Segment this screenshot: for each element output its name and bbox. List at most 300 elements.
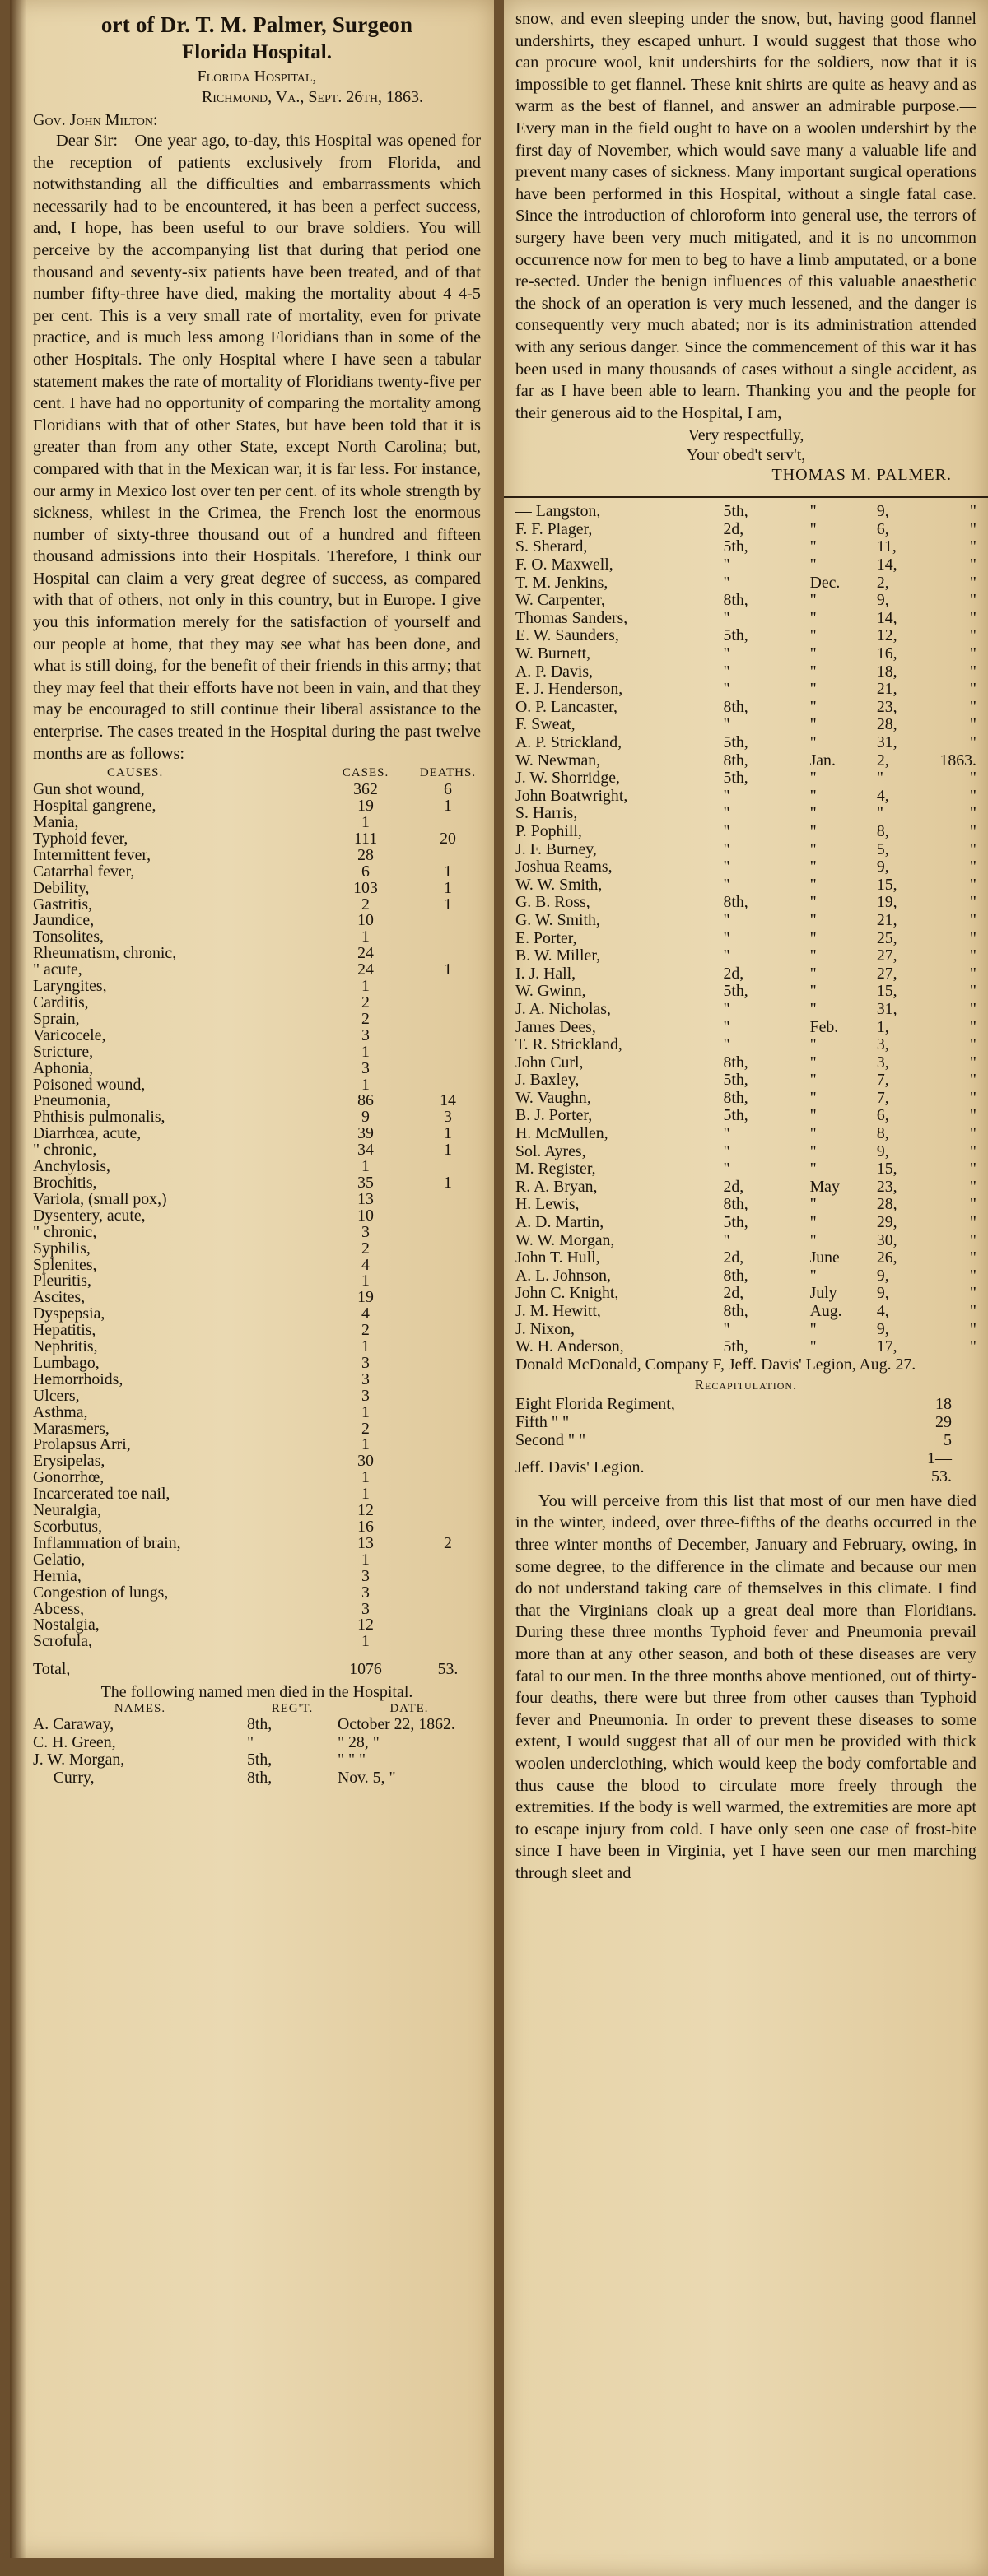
- year-cell: ": [969, 1160, 976, 1179]
- deaths-header: DEATHS.: [419, 766, 477, 780]
- name-cell: R. A. Bryan,: [515, 1177, 598, 1196]
- list-item: [33, 1734, 481, 1752]
- name-cell: John T. Hull,: [515, 1248, 600, 1267]
- name-cell: W. Newman,: [515, 751, 601, 770]
- deaths-cell: [415, 946, 481, 962]
- table-row: [33, 1273, 481, 1290]
- table-row: [33, 1077, 481, 1094]
- cause-cell: Gastritis,: [33, 895, 92, 914]
- month-cell: ": [809, 875, 817, 894]
- regiment-header: REG'T.: [271, 1702, 314, 1716]
- day-cell: 7,: [876, 1088, 889, 1107]
- regiment-cell: 5th,: [723, 982, 748, 1001]
- cause-cell: Ascites,: [33, 1288, 86, 1307]
- recap-label: Fifth " ": [515, 1412, 570, 1431]
- list-item: [515, 1232, 976, 1250]
- regiment-cell: 2d,: [723, 1248, 744, 1267]
- day-cell: 1,: [876, 1017, 889, 1036]
- closing-servant: Your obed't serv't,: [686, 446, 806, 465]
- header-title: ort of Dr. T. M. Palmer, Surgeon: [100, 12, 413, 37]
- deaths-cell: 1: [444, 797, 452, 816]
- regiment-cell: ": [723, 999, 730, 1018]
- cases-cell: 4: [361, 1304, 370, 1323]
- deaths-cell: [415, 1258, 481, 1274]
- deaths-cell: 14: [440, 1091, 456, 1110]
- cases-cell: 24: [357, 944, 374, 963]
- list-item: [515, 823, 976, 841]
- date-cell: Nov. 5, ": [338, 1768, 396, 1787]
- deaths-cell: [415, 1323, 481, 1339]
- day-cell: 26,: [876, 1248, 897, 1267]
- cases-cell: 10: [357, 911, 374, 930]
- regiment-cell: ": [723, 875, 730, 894]
- table-row: [33, 1421, 481, 1438]
- regiment-cell: 2d,: [723, 1284, 744, 1303]
- deaths-cell: 1: [444, 878, 452, 897]
- name-cell: F. Sweat,: [515, 715, 576, 734]
- name-cell: M. Register,: [515, 1160, 596, 1179]
- year-cell: ": [969, 1142, 976, 1160]
- cases-cell: 3: [361, 1353, 370, 1372]
- regiment-cell: 8th,: [723, 893, 748, 912]
- deaths-cell: [415, 1503, 481, 1519]
- regiment-cell: ": [723, 644, 730, 663]
- list-item: [515, 930, 976, 948]
- causes-header: CAUSES.: [107, 766, 164, 780]
- names-table-right: [515, 503, 976, 1356]
- year-cell: ": [969, 1053, 976, 1072]
- year-cell: ": [969, 839, 976, 858]
- year-cell: ": [969, 1071, 976, 1090]
- table-row: [33, 1258, 481, 1274]
- month-cell: ": [809, 680, 817, 699]
- name-cell: J. A. Nicholas,: [515, 999, 611, 1018]
- list-item: [33, 1716, 481, 1734]
- regiment-cell: 8th,: [723, 751, 748, 770]
- regiment-cell: 2d,: [723, 964, 744, 983]
- table-row: [33, 1405, 481, 1421]
- month-cell: ": [809, 1106, 817, 1125]
- table-row: [33, 1453, 481, 1470]
- day-cell: 9,: [876, 858, 889, 876]
- cases-cell: 1: [361, 1435, 370, 1454]
- year-cell: ": [969, 821, 976, 840]
- list-item: [515, 1001, 976, 1019]
- year-cell: ": [969, 858, 976, 876]
- list-item: [515, 965, 976, 983]
- month-cell: ": [809, 1230, 817, 1249]
- regiment-cell: ": [723, 839, 730, 858]
- regiment-cell: ": [723, 1142, 730, 1160]
- cause-cell: Gonorrhœ,: [33, 1468, 105, 1487]
- day-cell: 6,: [876, 1106, 889, 1125]
- names-left-body: [33, 1716, 481, 1787]
- cause-cell: Debility,: [33, 878, 90, 897]
- cause-cell: Neuralgia,: [33, 1501, 101, 1520]
- cases-table: [33, 765, 481, 1678]
- cases-cell: 34: [357, 1141, 374, 1160]
- cases-cell: 3: [361, 1599, 370, 1618]
- deaths-cell: [415, 1290, 481, 1306]
- cause-cell: Congestion of lungs,: [33, 1583, 169, 1602]
- year-cell: ": [969, 1017, 976, 1036]
- deaths-cell: 2: [444, 1533, 452, 1552]
- day-cell: 23,: [876, 697, 897, 716]
- list-item: [33, 1751, 481, 1769]
- list-item: [515, 1054, 976, 1072]
- cases-cell: 3: [361, 1369, 370, 1388]
- day-cell: 2,: [876, 751, 889, 770]
- cause-cell: Stricture,: [33, 1042, 94, 1061]
- year-cell: ": [969, 519, 976, 538]
- regiment-cell: 5th,: [723, 502, 748, 521]
- table-row: [33, 1126, 481, 1142]
- name-cell: J. Baxley,: [515, 1071, 580, 1090]
- day-cell: 28,: [876, 715, 897, 734]
- month-cell: ": [809, 858, 817, 876]
- day-cell: 4,: [876, 1302, 889, 1320]
- cause-cell: Syphilis,: [33, 1239, 91, 1258]
- name-cell: B. J. Porter,: [515, 1106, 593, 1125]
- total-label: Total,: [33, 1660, 71, 1679]
- cases-cell: 30: [357, 1452, 374, 1471]
- list-item: [515, 805, 976, 823]
- year-cell: ": [969, 1177, 976, 1196]
- name-cell: W. W. Morgan,: [515, 1230, 615, 1249]
- table-row: [33, 864, 481, 881]
- cause-cell: Aphonia,: [33, 1058, 94, 1077]
- deaths-cell: [415, 1192, 481, 1208]
- cases-cell: 1: [361, 1468, 370, 1487]
- cause-cell: Phthisis pulmonalis,: [33, 1108, 165, 1127]
- day-cell: 21,: [876, 910, 897, 929]
- cause-cell: Laryngites,: [33, 977, 107, 996]
- day-cell: 12,: [876, 626, 897, 645]
- month-cell: ": [809, 769, 817, 788]
- table-row: [33, 1093, 481, 1109]
- month-cell: ": [809, 662, 817, 681]
- month-cell: Jan.: [809, 751, 836, 770]
- name-cell: E. J. Henderson,: [515, 680, 623, 699]
- cases-cell: 2: [361, 993, 370, 1011]
- cases-cell: 4: [361, 1255, 370, 1274]
- cases-cell: 1: [361, 1157, 370, 1176]
- deaths-cell: [415, 1585, 481, 1602]
- cases-cell: 19: [357, 797, 374, 816]
- deaths-cell: [415, 1273, 481, 1290]
- name-cell: J. W. Morgan,: [33, 1751, 125, 1769]
- list-item: [515, 1338, 976, 1356]
- cases-cell: 1: [361, 977, 370, 996]
- list-item: [515, 947, 976, 965]
- year-cell: ": [969, 537, 976, 556]
- deaths-cell: [415, 1437, 481, 1453]
- cases-cell: 1: [361, 1402, 370, 1421]
- year-cell: ": [969, 946, 976, 965]
- cause-cell: Scrofula,: [33, 1632, 92, 1651]
- name-cell: H. Lewis,: [515, 1195, 580, 1214]
- table-row: [33, 1470, 481, 1486]
- day-cell: 15,: [876, 1160, 897, 1179]
- table-row: [33, 1208, 481, 1225]
- list-item: [515, 1303, 976, 1321]
- cases-total-row: [33, 1650, 481, 1678]
- day-cell: 15,: [876, 875, 897, 894]
- month-cell: ": [809, 821, 817, 840]
- list-item: [515, 1285, 976, 1303]
- list-item: [515, 1107, 976, 1125]
- list-item: [515, 912, 976, 930]
- month-cell: ": [809, 1053, 817, 1072]
- day-cell: 9,: [876, 1142, 889, 1160]
- letter-closing: [515, 425, 976, 485]
- regiment-cell: 5th,: [723, 1106, 748, 1125]
- date-cell: " 28, ": [338, 1732, 380, 1751]
- deaths-cell: [415, 1011, 481, 1028]
- deaths-cell: [415, 1044, 481, 1061]
- day-cell: 19,: [876, 893, 897, 912]
- table-row: [33, 1159, 481, 1175]
- table-row: [33, 1290, 481, 1306]
- deaths-cell: [415, 929, 481, 946]
- deaths-cell: 20: [440, 829, 456, 848]
- name-cell: F. F. Plager,: [515, 519, 593, 538]
- table-row: [33, 815, 481, 831]
- cases-cell: 1: [361, 1272, 370, 1290]
- day-cell: 5,: [876, 839, 889, 858]
- table-row: [33, 1061, 481, 1077]
- regiment-cell: ": [723, 662, 730, 681]
- cases-cell: 12: [357, 1616, 374, 1634]
- cause-cell: " chronic,: [33, 1141, 97, 1160]
- month-cell: Aug.: [809, 1302, 842, 1320]
- deaths-cell: [415, 848, 481, 864]
- month-cell: ": [809, 1035, 817, 1054]
- cause-cell: Dysentery, acute,: [33, 1206, 146, 1225]
- table-row: [33, 881, 481, 897]
- name-cell: Joshua Reams,: [515, 858, 613, 876]
- table-row: [33, 1552, 481, 1569]
- regiment-cell: 5th,: [723, 733, 748, 751]
- year-cell: ": [969, 1213, 976, 1232]
- table-row: [33, 1225, 481, 1241]
- cases-cell: 103: [353, 878, 378, 897]
- year-cell: ": [969, 786, 976, 805]
- cases-cell: 3: [361, 1222, 370, 1241]
- table-row: [33, 1142, 481, 1159]
- table-row: [33, 1109, 481, 1126]
- regiment-cell: 8th,: [723, 1195, 748, 1214]
- table-row: [33, 1519, 481, 1536]
- header-dateline: Richmond, Va., Sept. 26th, 1863.: [201, 88, 423, 106]
- deaths-cell: 1: [444, 1124, 452, 1143]
- cause-cell: Intermittent fever,: [33, 845, 151, 864]
- regiment-cell: 5th,: [723, 626, 748, 645]
- regiment-cell: 8th,: [247, 1715, 273, 1734]
- letter-paragraph: Dear Sir:—One year ago, to-day, this Hospital was opened for the reception of patients exclusively from Florida, and notwithstanding all the difficulties and embarrassments which necessarily had to be encountered, it has been a perfect success, and, I hope, has been useful to our brave soldiers. You will perceive by the accompanying list that during that period one thousand and seventy-six patients have been treated, and of that number fifty-three have died, making the mortality about 4 4-5 per cent. This is a very small rate of mortality, even for private practice, and is much less among Floridians than in some of the other Hospitals. The only Hospital where I have seen a tabular statement makes the rate of mortality of Floridians twenty-five per cent. I have had no opportunity of comparing the mortality among Floridians with that of other States, but have been told that it is greater than from any other State, except North Carolina; but, compared with that in the Mexican war, it is far less. For instance, our army in Mexico lost over ten per cent. of its whole strength by sickness, whilest in the Crimea, the French lost the enormous number of sixty-three thousand out of a hundred and fifteen thousand admissions into their Hospitals. Therefore, I think our Hospital can claim a very great degree of success, as compared with that of others, not only in this country, but in Europe. I give you this information merely for the satisfaction of yourself and our people at home, that they may see what has been done, and what is still doing, for the benefit of their friends in this army; that they may feel that their efforts have not been in vain, and that they may be encouraged to still continue their liberal assistance to the enterprise. The cases treated in the Hospital during the past twelve months are as follows:: [33, 132, 481, 763]
- regiment-cell: ": [723, 1160, 730, 1179]
- cases-cell: 6: [361, 862, 370, 881]
- cases-cell: 1: [361, 928, 370, 946]
- year-cell: ": [969, 1266, 976, 1285]
- name-cell: T. M. Jenkins,: [515, 573, 608, 592]
- header-subtitle: Florida Hospital.: [182, 40, 332, 63]
- year-cell: ": [969, 1337, 976, 1356]
- cases-cell: 1: [361, 1337, 370, 1356]
- cause-cell: Pneumonia,: [33, 1091, 110, 1110]
- recap-table: [515, 1395, 976, 1486]
- cause-cell: Erysipelas,: [33, 1452, 105, 1471]
- deaths-cell: 1: [444, 895, 452, 914]
- day-cell: 8,: [876, 1124, 889, 1143]
- regiment-cell: ": [723, 910, 730, 929]
- continued-paragraph: snow, and even sleeping under the snow, but, having good flannel undershirts, they escaped unhurt. I would suggest that those who can procure wool, knit undershirts for the soldiers, now that it is impossible to get flannel. These knit shirts are quite as heavy and as warm as the best of flannel, and answer an admirable purpose.—Every man in the field ought to have on a woolen undershirt by the first day of November, which would save many a valuable life and prevent many cases of sickness. Many important surgical operations have been performed in this Hospital, without a single fatal case. Since the introduction of chloroform into general use, the terrors of surgery have been very much mitigated, and it is no uncommon occurrence now for men to beg to have a limb amputated, or a bone re-sected. Under the benign influences of this valuable anaesthetic the shock of an operation is very much lessened, and the danger is consequently very much abated; nor is its administration attended with any serious danger. Since the commencement of this war it has been used in many thousands of cases without a single accident, as far as I have been able to learn. Thanking you and the people for their generous aid to the Hospital, I am,: [515, 10, 976, 422]
- deaths-cell: [415, 1355, 481, 1372]
- cause-cell: Diarrhœa, acute,: [33, 1124, 142, 1143]
- table-row: [33, 897, 481, 914]
- recap-label: Eight Florida Regiment,: [515, 1394, 675, 1413]
- deaths-cell: [415, 1421, 481, 1438]
- regiment-cell: 5th,: [247, 1751, 273, 1769]
- names-right-body: [515, 503, 976, 1356]
- regiment-cell: 2d,: [723, 1177, 744, 1196]
- regiment-cell: ": [723, 786, 730, 805]
- day-cell: 30,: [876, 1230, 897, 1249]
- name-cell: Thomas Sanders,: [515, 608, 628, 627]
- month-cell: June: [809, 1248, 840, 1267]
- name-cell: P. Pophill,: [515, 821, 582, 840]
- regiment-cell: 5th,: [723, 537, 748, 556]
- regiment-cell: ": [723, 1319, 730, 1338]
- month-cell: ": [809, 804, 817, 823]
- cause-cell: Brochitis,: [33, 1173, 97, 1192]
- list-item: [515, 1249, 976, 1267]
- regiment-cell: ": [723, 1035, 730, 1054]
- name-cell: G. B. Ross,: [515, 893, 590, 912]
- table-row: [33, 913, 481, 929]
- cases-cell: 2: [361, 1009, 370, 1028]
- table-row: [33, 979, 481, 995]
- recap-row: [515, 1431, 976, 1449]
- date-cell: October 22, 1862.: [338, 1715, 455, 1734]
- table-row: [33, 1175, 481, 1192]
- cause-cell: Scorbutus,: [33, 1518, 103, 1536]
- year-cell: ": [969, 662, 976, 681]
- cases-header: CASES.: [342, 766, 389, 780]
- deaths-cell: [415, 1470, 481, 1486]
- regiment-cell: ": [723, 608, 730, 627]
- cause-cell: Prolapsus Arri,: [33, 1435, 131, 1454]
- year-cell: ": [969, 502, 976, 521]
- table-row: [33, 1585, 481, 1602]
- cause-cell: Marasmers,: [33, 1419, 110, 1438]
- cause-cell: Lumbago,: [33, 1353, 100, 1372]
- table-row: [33, 946, 481, 962]
- deaths-cell: [415, 979, 481, 995]
- recap-value: 29: [935, 1412, 952, 1431]
- cases-cell: 3: [361, 1025, 370, 1044]
- deaths-cell: 1: [444, 1141, 452, 1160]
- list-item: [515, 1267, 976, 1286]
- cases-cell: 10: [357, 1206, 374, 1225]
- table-row: [33, 1306, 481, 1323]
- cases-cell: 12: [357, 1501, 374, 1520]
- cases-cell: 39: [357, 1124, 374, 1143]
- cases-cell: 3: [361, 1566, 370, 1585]
- regiment-cell: ": [723, 1017, 730, 1036]
- name-cell: W. Carpenter,: [515, 591, 605, 610]
- month-cell: ": [809, 1213, 817, 1232]
- list-item: [515, 858, 976, 876]
- list-item: [515, 788, 976, 806]
- closing-paragraph: You will perceive from this list that most of our men have died in the winter, indeed, over three-fifths of the deaths occurred in the three winter months of December, January and February, owing, in some degree, to the difference in the climate and because our men do not understand taking care of themselves in this climate. I find that the Virginians cloak up a great deal more than Floridians. During these three months Typhoid fever and Pneumonia prevail more than at any other season, and both of these diseases are very fatal to our men. In the three months above mentioned, out of thirty-four deaths, there were but three from other causes than Typhoid fever and Pneumonia. In order to prevent these diseases to some extent, I would suggest that all of our men be provided with thick woolen underclothing, which would keep the body comfortable and thus cause the blood to circulate more freely through the extremities. If the body is well warmed, the extremities are more apt to escape injury from cold. I have only seen one case of frost-bite since I have been in Virginia, yet I have seen our men marching through sleet and: [515, 1491, 976, 1882]
- list-item: [515, 1160, 976, 1179]
- list-item: [515, 1179, 976, 1197]
- list-item: [515, 1019, 976, 1037]
- year-cell: ": [969, 999, 976, 1018]
- year-cell: ": [969, 697, 976, 716]
- name-cell: J. F. Burney,: [515, 839, 597, 858]
- year-cell: ": [969, 644, 976, 663]
- regiment-cell: 8th,: [723, 1302, 748, 1320]
- day-cell: 15,: [876, 982, 897, 1001]
- table-row: [33, 831, 481, 848]
- name-cell: James Dees,: [515, 1017, 596, 1036]
- regiment-cell: 8th,: [723, 1266, 748, 1285]
- table-row: [33, 1339, 481, 1355]
- year-cell: ": [969, 556, 976, 574]
- day-cell: 29,: [876, 1213, 897, 1232]
- list-item: [515, 610, 976, 628]
- names-right-note: Donald McDonald, Company F, Jeff. Davis' Legion, Aug. 27.: [515, 1355, 916, 1374]
- month-cell: ": [809, 608, 817, 627]
- list-item: [515, 734, 976, 752]
- cases-cell: 2: [361, 1321, 370, 1340]
- year-cell: ": [969, 733, 976, 751]
- table-row: [33, 1044, 481, 1061]
- cases-cell: 3: [361, 1058, 370, 1077]
- list-item: [515, 627, 976, 645]
- cause-cell: Abcess,: [33, 1599, 85, 1618]
- regiment-cell: 8th,: [247, 1768, 273, 1787]
- regiment-cell: ": [723, 1230, 730, 1249]
- deaths-cell: [415, 995, 481, 1011]
- list-item: [515, 716, 976, 734]
- list-item: [515, 1072, 976, 1090]
- month-cell: Feb.: [809, 1017, 839, 1036]
- list-item: [515, 983, 976, 1001]
- regiment-cell: ": [723, 946, 730, 965]
- deaths-cell: [415, 1405, 481, 1421]
- cases-cell: 13: [357, 1189, 374, 1208]
- deaths-cell: [415, 1028, 481, 1044]
- month-cell: ": [809, 1337, 817, 1356]
- cases-cell: 1: [361, 1485, 370, 1504]
- name-cell: H. McMullen,: [515, 1124, 608, 1143]
- deaths-cell: [415, 1225, 481, 1241]
- list-item: [515, 1214, 976, 1232]
- cases-cell: 24: [357, 960, 374, 979]
- day-cell: ": [876, 804, 883, 823]
- cause-cell: Catarrhal fever,: [33, 862, 135, 881]
- name-cell: — Curry,: [33, 1768, 95, 1787]
- names-table-left: [33, 1702, 481, 1787]
- year-cell: ": [969, 1195, 976, 1214]
- month-cell: ": [809, 786, 817, 805]
- recap-row: [515, 1449, 976, 1486]
- month-cell: ": [809, 626, 817, 645]
- year-cell: ": [969, 608, 976, 627]
